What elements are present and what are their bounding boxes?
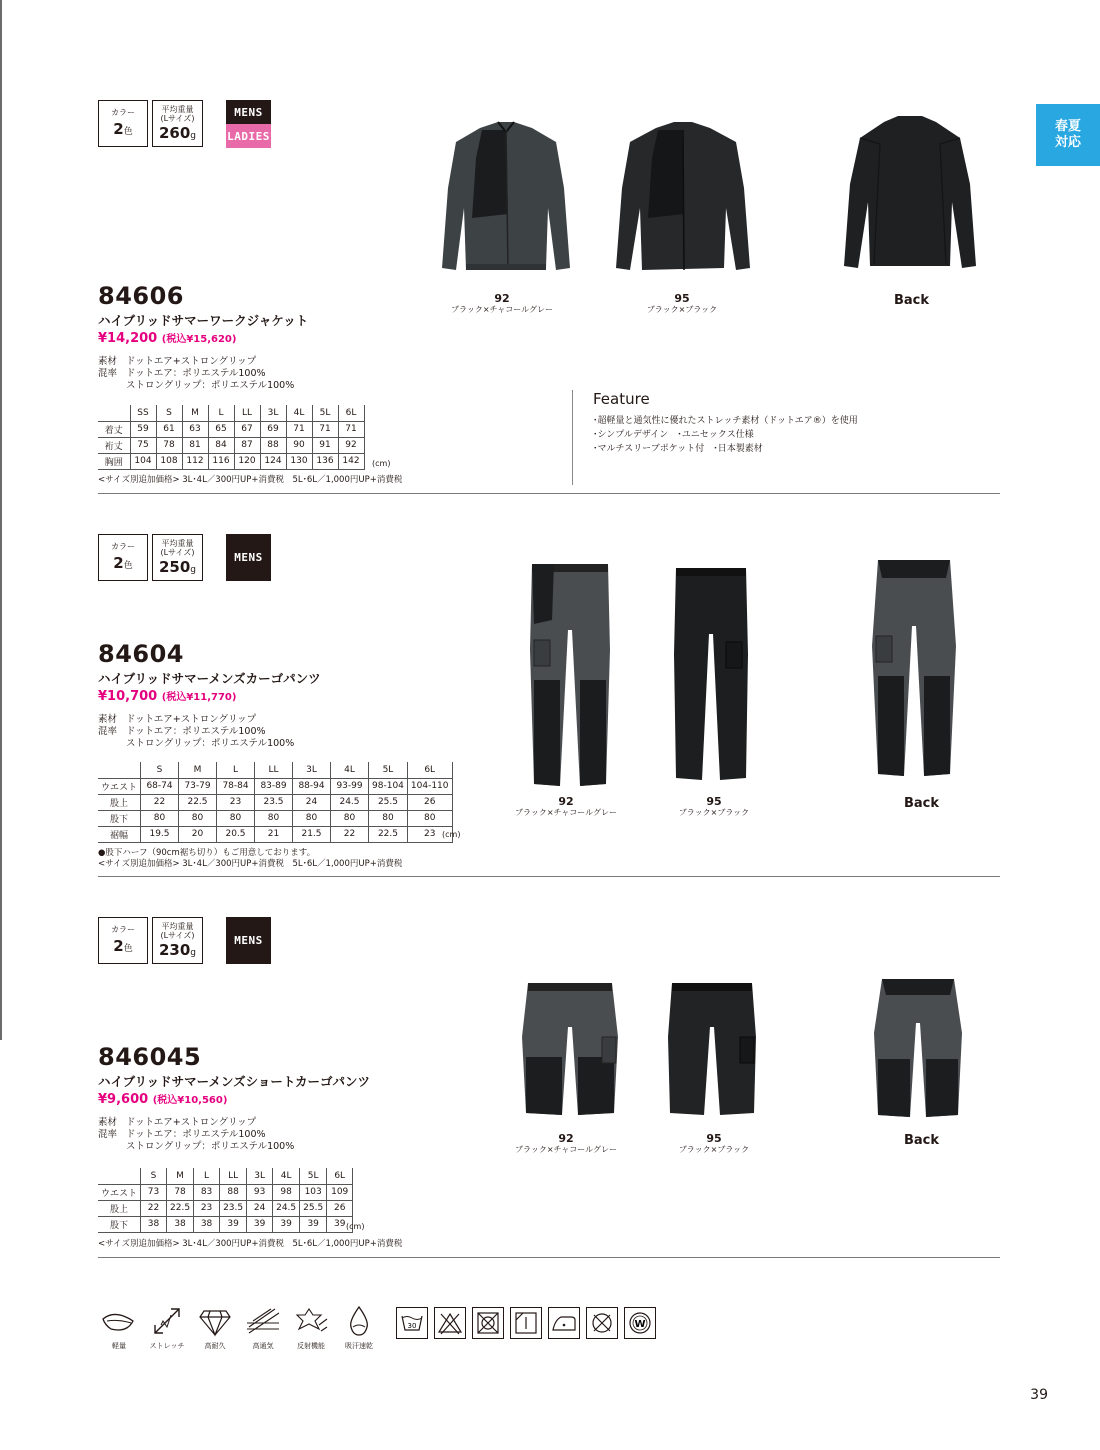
section-divider [98,493,1000,494]
weight-badge [152,917,203,964]
color-label-95: 95 ブラック×ブラック [678,1132,750,1154]
section-divider [98,876,1000,877]
section-divider [98,1257,1000,1258]
gender-badge [226,917,271,964]
color-count-value: 2色 [113,937,133,955]
material-info: 素材 ドットエア+ストロングリップ 混率 ドットエア：ポリエステル100% ストロングリップ：ポリエステル100% [98,356,295,391]
page-number: 39 [1030,1387,1048,1403]
color-count-badge [98,534,148,581]
size-table: S M L LL 3L 4L 5L 6L ウエスト 73 78 83 88 93 98 103 109 股上 22 22.5 23 23.5 24 24.5 25.5 26 股下 38 38 38 39 39 39 39 39 [98,1168,353,1233]
weight-label: 平均重量 (Lサイズ) [160,539,195,557]
color-count-label: カラー [111,108,135,117]
jacket-back-image [840,114,980,286]
color-label-95: 95 ブラック×ブラック [678,795,750,817]
shorts-92-image [518,977,622,1117]
pants-back-image [866,556,962,780]
no-tumble-dry-icon [472,1307,504,1339]
feature-box [572,390,858,485]
function-icons [96,1305,384,1351]
unit-cm: (cm) [442,830,461,839]
jacket-95-image [608,118,758,288]
weight-badge [152,534,203,581]
color-count-label: カラー [111,925,135,934]
color-label-95: 95 ブラック×ブラック [646,292,718,314]
size-price-note: <サイズ別追加価格> 3L･4L／300円UP+消費税 5L･6L／1,000円UP+消費税 [98,1239,403,1249]
color-label-92: 92 ブラック×チャコールグレー [515,1132,617,1154]
pants-92-image [524,560,616,790]
back-label: Back [894,293,930,308]
gender-badge [226,100,271,148]
product-code: 846045 [98,1043,202,1071]
no-dry-clean-icon [586,1307,618,1339]
back-label: Back [904,796,940,811]
mens-badge: MENS [226,917,271,964]
color-count-label: カラー [111,542,135,551]
material-info: 素材 ドットエア+ストロングリップ 混率 ドットエア：ポリエステル100% ストロングリップ：ポリエステル100% [98,714,295,749]
product-84606 [98,100,1000,490]
weight-value: 230g [158,941,197,959]
size-price-note: <サイズ別追加価格> 3L･4L／300円UP+消費税 5L･6L／1,000円UP+消費税 [98,475,403,485]
wash-temp: 30 [407,1322,417,1330]
season-tab-line2: 対応 [1054,135,1081,150]
inseam-note: ●股下ハーフ（90cm裾ち切り）もご用意しております。 [98,848,316,858]
wet-clean-icon [624,1307,656,1339]
gender-badge [226,534,271,581]
reflective-icon: 反射機能 [288,1305,334,1351]
pants-95-image [670,564,752,784]
color-count-value: 2色 [113,120,133,138]
product-price: ¥14,200 (税込¥15,620) [98,331,237,346]
size-table: S M L LL 3L 4L 5L 6L ウエスト 68-74 73-79 78-84 83-89 88-94 93-99 98-104 104-110 股上 22 22.5 23 23.5 24 24.5 25.5 26 股下 80 80 80 80 80 80 80 80 裾幅 19.5 20 20.5 21 21.5 22 22.5 23 [98,762,453,843]
color-count-badge [98,917,148,964]
diamond-icon: 高耐久 [192,1305,238,1351]
weight-value: 250g [158,558,197,576]
feature-item: ･マルチスリーブポケット付 ･日本製素材 [593,444,763,454]
product-code: 84606 [98,282,184,310]
back-label: Back [904,1133,940,1148]
color-count-value: 2色 [113,554,133,572]
airflow-icon: 高通気 [240,1305,286,1351]
wash-30-icon [396,1307,428,1339]
size-table: SS S M L LL 3L 4L 5L 6L 着丈 59 61 63 65 67 69 71 71 71 裄丈 75 78 81 84 87 88 90 91 92 胸囲 104 108 112 116 120 124 130 136 142 [98,405,365,470]
no-bleach-icon [434,1307,466,1339]
mens-badge: MENS [226,534,271,581]
product-name: ハイブリッドサマーメンズショートカーゴパンツ [98,1074,371,1089]
shorts-95-image [664,977,760,1117]
season-tab [1036,104,1100,166]
product-name: ハイブリッドサマーワークジャケット [98,313,309,328]
shorts-back-image [868,973,968,1119]
product-84604 [98,534,1000,874]
weight-badge [152,100,203,147]
ladies-badge: LADIES [226,124,271,148]
color-count-badge [98,100,148,147]
droplet-icon: 吸汗速乾 [336,1305,382,1351]
weight-label: 平均重量 (Lサイズ) [160,105,195,123]
feature-item: ･超軽量と通気性に優れたストレッチ素材（ドットエア®）を使用 [593,416,858,426]
unit-cm: (cm) [346,1222,365,1231]
weight-value: 260g [158,124,197,142]
iron-low-icon [548,1307,580,1339]
unit-cm: (cm) [372,459,391,468]
jacket-92-image [436,118,576,288]
product-price: ¥10,700 (税込¥11,770) [98,689,237,704]
feature-item: ･シンプルデザイン ･ユニセックス仕様 [593,430,754,440]
stretch-icon: ストレッチ [144,1305,190,1351]
care-symbols [396,1307,662,1339]
line-dry-shade-icon [510,1307,542,1339]
season-tab-line1: 春夏 [1054,119,1081,134]
feather-icon: 軽量 [96,1305,142,1351]
product-846045 [98,917,1000,1257]
product-price: ¥9,600 (税込¥10,560) [98,1092,228,1107]
size-price-note: <サイズ別追加価格> 3L･4L／300円UP+消費税 5L･6L／1,000円UP+消費税 [98,859,403,869]
left-edge-rule [0,0,2,1040]
weight-label: 平均重量 (Lサイズ) [160,922,195,940]
feature-title: Feature [593,390,650,408]
color-label-92: 92 ブラック×チャコールグレー [515,795,617,817]
wet-clean-letter: W [634,1319,646,1330]
mens-badge: MENS [226,100,271,124]
product-code: 84604 [98,640,184,668]
material-info: 素材 ドットエア+ストロングリップ 混率 ドットエア：ポリエステル100% ストロングリップ：ポリエステル100% [98,1117,295,1152]
product-name: ハイブリッドサマーメンズカーゴパンツ [98,671,321,686]
color-label-92: 92 ブラック×チャコールグレー [451,292,553,314]
